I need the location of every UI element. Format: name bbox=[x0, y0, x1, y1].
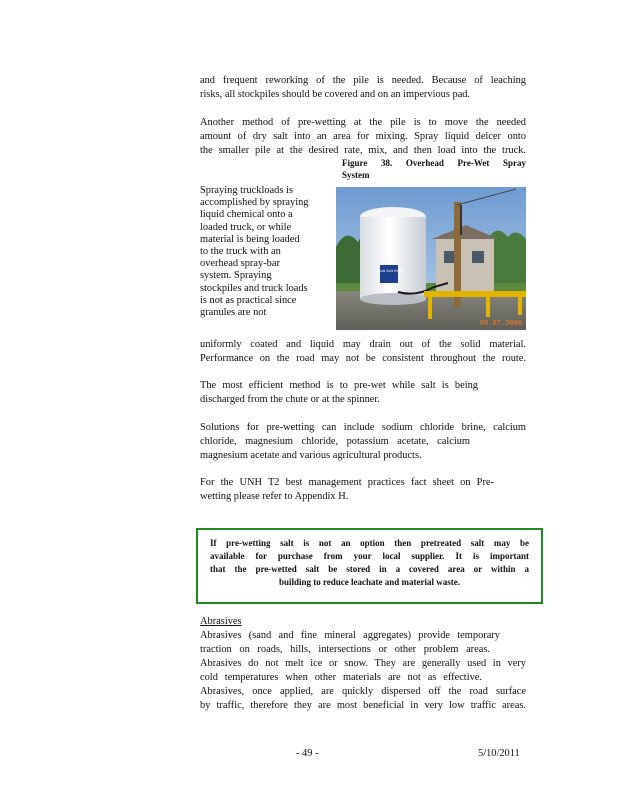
figure-photo-prewet-spray-system bbox=[336, 187, 526, 330]
photo-illustration bbox=[336, 187, 526, 330]
figure-caption: Figure 38. Overhead Pre-Wet Spray System bbox=[342, 158, 526, 180]
photo-date-stamp: 09.07.2006 bbox=[479, 319, 522, 327]
sign-text: Liquid Salt Brine bbox=[374, 269, 404, 273]
paragraph-abrasives: Abrasives (sand and fine mineral aggregates) provide temporary traction on roads, hills, intersections or other problem areas. Abrasives do not melt ice or snow. They are generally used in very cold temperatures when other materials are not as effective. Abrasives, once applied, are quickly dispersed off the road surface by traffic, therefore they are most beneficial in very low traffic areas. bbox=[200, 630, 526, 711]
paragraph-most-efficient: The most efficient method is to pre-wet while salt is being discharged from the chute or at the spinner. bbox=[200, 380, 478, 405]
paragraph-spraying-truckloads: Spraying truckloads is accomplished by spraying liquid chemical onto a loaded truck, or while material is being loaded to the truck with an overhead spray-bar system. Spraying stockpiles and truck loads is not as practical since granules are not bbox=[200, 185, 309, 319]
paragraph-prewet-pile: Another method of pre-wetting at the pile is to move the needed amount of dry salt into an area for mixing. Spray liquid deicer onto the smaller pile at the desired rate, mix, and then load into the truck. bbox=[200, 117, 526, 156]
paragraph-fact-sheet-reference: For the UNH T2 best management practices fact sheet on Pre- wetting please refer to Appendix H. bbox=[200, 477, 494, 502]
callout-box-pretreated-salt: If pre-wetting salt is not an option then pretreated salt may be available for purchase from your local supplier. It is important that the pre-wetted salt be stored in a covered area or within a building to reduce leachate and material waste. bbox=[196, 528, 543, 604]
paragraph-spraying-continued: uniformly coated and liquid may drain out of the solid material. Performance on the road may not be consistent throughout the route. bbox=[200, 339, 526, 364]
page-number: - 49 - bbox=[296, 748, 319, 759]
footer-date: 5/10/2011 bbox=[478, 748, 520, 759]
paragraph-solutions: Solutions for pre-wetting can include sodium chloride brine, calcium chloride, magnesium chloride, potassium acetate, calcium magnesium acetate and various agricultural products. bbox=[200, 422, 526, 461]
section-heading-abrasives: Abrasives bbox=[200, 616, 242, 627]
paragraph-stockpile-reworking: and frequent reworking of the pile is needed. Because of leaching risks, all stockpiles should be covered and on an impervious pad. bbox=[200, 75, 526, 100]
